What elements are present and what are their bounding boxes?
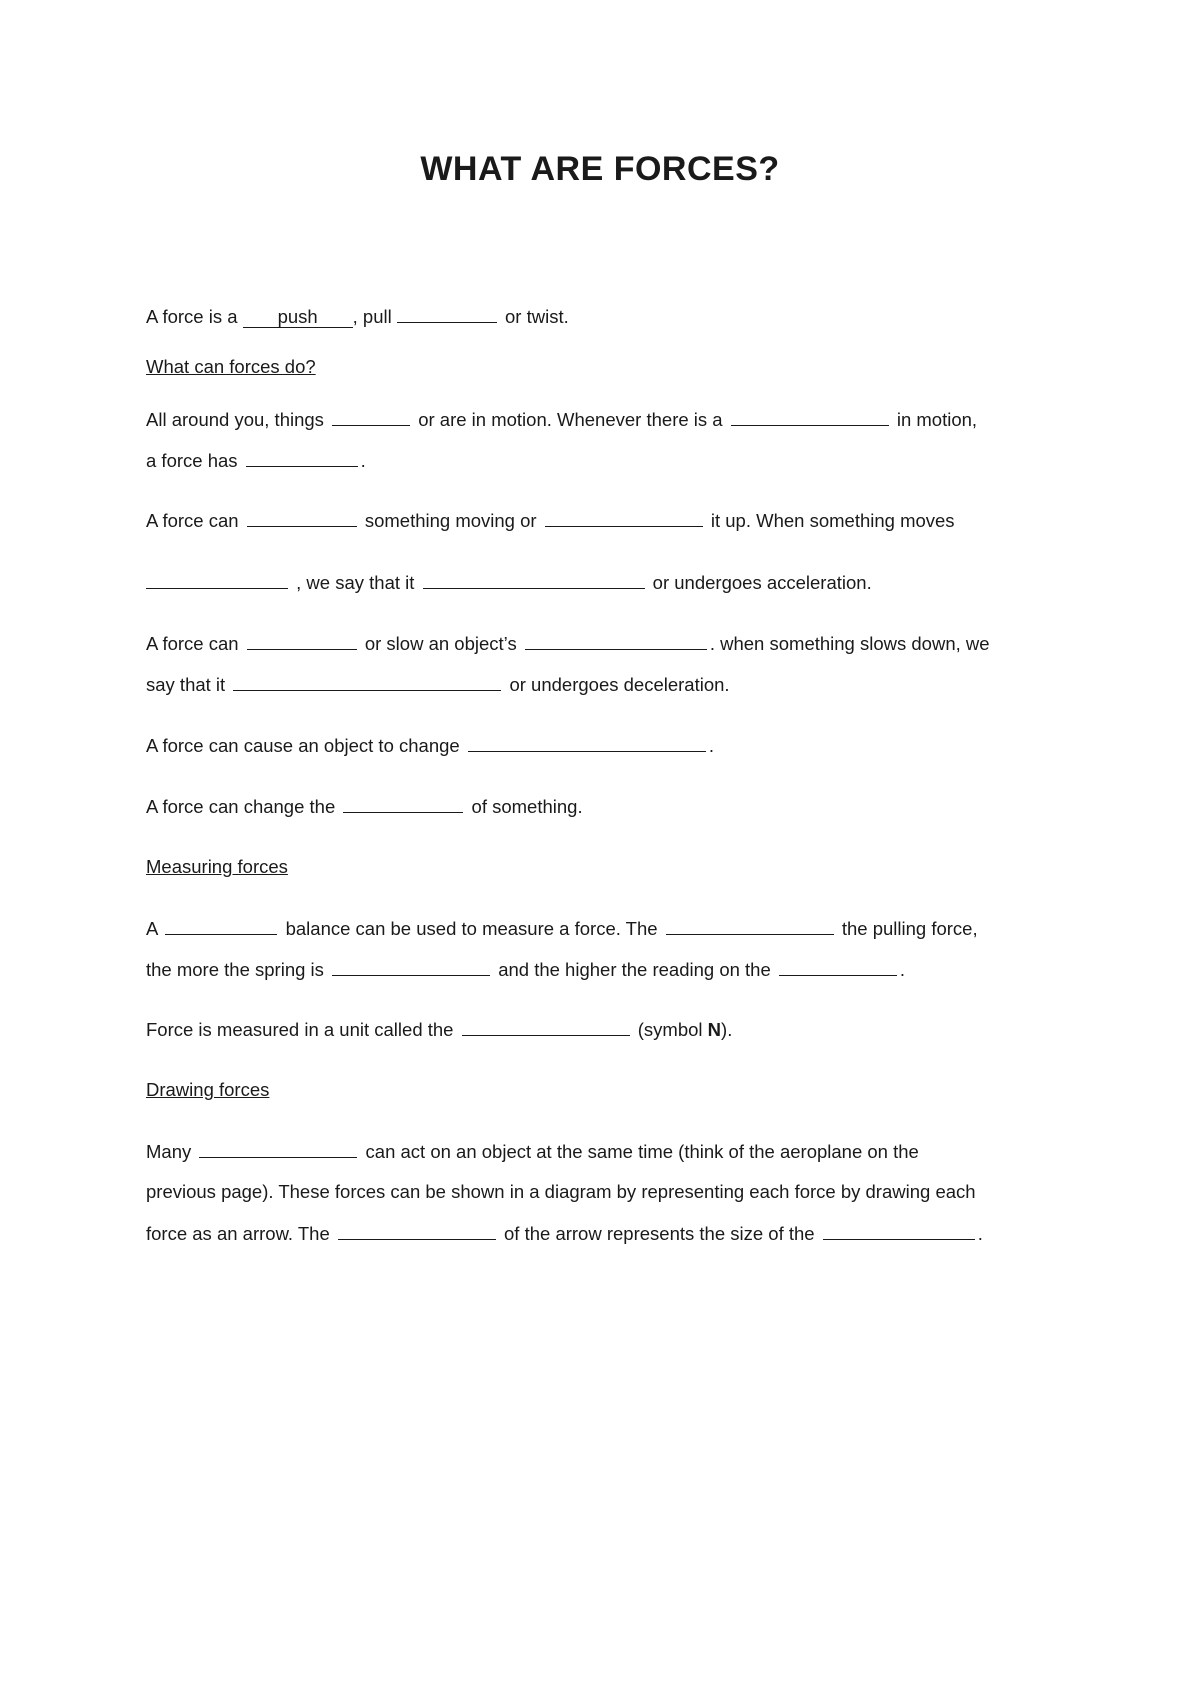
section-heading-measuring-forces: Measuring forces xyxy=(146,856,288,877)
text: A force is a xyxy=(146,306,238,327)
text: or twist. xyxy=(505,306,569,327)
text: it up. When something moves xyxy=(710,510,955,531)
text: . xyxy=(899,959,906,980)
text: something moving or xyxy=(364,510,537,531)
text: . when something slows down, we xyxy=(709,633,990,654)
paragraph-line xyxy=(146,631,990,656)
text: and the higher the reading on the xyxy=(498,959,771,980)
paragraph-line xyxy=(146,1139,919,1164)
paragraph-line xyxy=(146,733,714,758)
text: balance can be used to measure a force. The xyxy=(285,918,658,939)
text: or undergoes deceleration. xyxy=(509,674,730,695)
text: say that it xyxy=(146,674,226,695)
paragraph-line xyxy=(146,1017,732,1042)
blank xyxy=(199,1139,357,1158)
answer-push: push xyxy=(243,305,353,328)
text: force as an arrow. The xyxy=(146,1223,330,1244)
blank xyxy=(666,916,834,935)
text: A force can xyxy=(146,633,239,654)
blank xyxy=(332,407,410,426)
blank xyxy=(462,1017,630,1036)
text: in motion, xyxy=(896,409,978,430)
paragraph-line xyxy=(146,448,366,473)
text: , pull xyxy=(352,306,392,327)
text: A xyxy=(146,918,158,939)
text: the more the spring is xyxy=(146,959,324,980)
blank xyxy=(247,631,357,650)
text: Force is measured in a unit called the xyxy=(146,1019,454,1040)
text: . xyxy=(360,450,366,471)
paragraph-line xyxy=(146,1221,983,1246)
text: . xyxy=(977,1223,983,1244)
question-force-definition xyxy=(146,304,569,329)
unit-symbol: N xyxy=(707,1019,722,1040)
blank xyxy=(246,448,358,467)
text: a force has xyxy=(146,450,238,471)
blank xyxy=(731,407,889,426)
paragraph-line xyxy=(146,407,977,432)
blank xyxy=(823,1221,975,1240)
text: of the arrow represents the size of the xyxy=(504,1223,815,1244)
paragraph-line xyxy=(146,672,730,697)
blank xyxy=(343,794,463,813)
text: All around you, things xyxy=(146,409,324,430)
blank xyxy=(545,508,703,527)
paragraph-line xyxy=(146,957,905,982)
blank xyxy=(525,631,707,650)
text: the pulling force, xyxy=(841,918,978,939)
blank xyxy=(397,304,497,323)
text: of something. xyxy=(471,796,583,817)
text: or are in motion. Whenever there is a xyxy=(418,409,723,430)
text: ). xyxy=(721,1019,733,1040)
page-title: WHAT ARE FORCES? xyxy=(420,150,780,188)
text: or undergoes acceleration. xyxy=(652,572,872,593)
text: A force can change the xyxy=(146,796,336,817)
text: (symbol xyxy=(637,1019,703,1040)
blank xyxy=(338,1221,496,1240)
blank xyxy=(165,916,277,935)
text: . xyxy=(708,735,714,756)
section-heading-what-can-forces-do: What can forces do? xyxy=(146,356,316,377)
blank xyxy=(468,733,706,752)
text: A force can xyxy=(146,510,239,531)
paragraph-line xyxy=(146,1180,976,1204)
text: or slow an object’s xyxy=(364,633,517,654)
blank xyxy=(332,957,490,976)
blank xyxy=(233,672,501,691)
blank xyxy=(247,508,357,527)
text: previous page). These forces can be shown in a diagram by representing each force by drawing each xyxy=(146,1181,976,1202)
blank xyxy=(423,570,645,589)
paragraph-line xyxy=(146,794,583,819)
blank xyxy=(779,957,897,976)
text: Many xyxy=(146,1141,192,1162)
text: can act on an object at the same time (think of the aeroplane on the xyxy=(365,1141,919,1162)
paragraph-line xyxy=(146,570,872,595)
text: A force can cause an object to change xyxy=(146,735,460,756)
blank xyxy=(146,570,288,589)
paragraph-line xyxy=(146,916,978,941)
section-heading-drawing-forces: Drawing forces xyxy=(146,1079,270,1100)
text: , we say that it xyxy=(296,572,415,593)
paragraph-line xyxy=(146,508,955,533)
